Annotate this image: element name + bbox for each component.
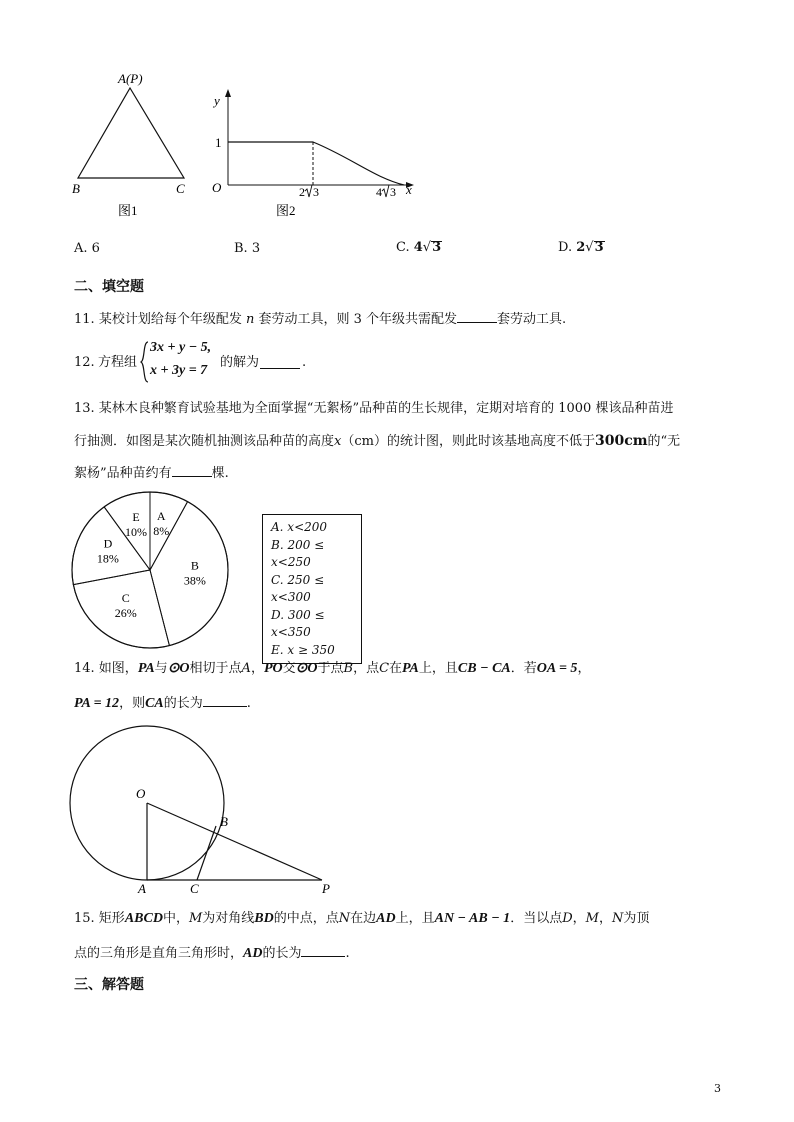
graph-curve: [228, 142, 404, 185]
pie-chart: [66, 490, 236, 650]
q13-line-3: [74, 464, 229, 483]
pie-label-e-percent: 10%: [125, 524, 148, 539]
legend-item-d: D. 300 ≤ x<350: [271, 607, 325, 639]
question-12: [74, 338, 374, 384]
q15-line-1: [74, 910, 649, 928]
q15-bd: BD: [254, 911, 274, 926]
point-o-label: O: [136, 786, 146, 801]
q13-line3-a: 絮杨”品种苗约有: [74, 466, 172, 481]
q14-circle-o: ⊙O: [167, 661, 190, 676]
option-a-label: A.: [74, 241, 92, 256]
pie-label-a-percent: 8%: [153, 524, 170, 539]
legend-item-b: B. 200 ≤ x<250: [271, 537, 325, 569]
legend-item-a: A. x<200: [271, 520, 328, 534]
q15-equation: AN − AB − 1: [434, 911, 511, 926]
legend-item-e: E. x ≥ 350: [271, 642, 335, 657]
q14-end: .: [246, 696, 251, 711]
option-c-sqrt-icon: √: [422, 240, 432, 255]
q12-eq2: x + 3y = 7: [150, 363, 208, 378]
q14-po: PO: [263, 661, 283, 676]
q15-t8: ，: [598, 911, 612, 926]
q14-pa-12: PA = 12: [74, 696, 120, 711]
q15-t2: 为对角线: [202, 911, 255, 926]
q11-var: n: [245, 312, 255, 327]
pie-label-d-percent: 18%: [96, 551, 119, 566]
option-a-value: 6: [91, 241, 100, 256]
y-tick-label: 1: [215, 135, 222, 150]
q13-line-2: [74, 432, 680, 451]
q13-line2-c: 的“无: [647, 434, 681, 449]
q15-t7: ，: [572, 911, 586, 926]
x-tick-1-rad: 3: [313, 185, 319, 199]
option-d-sqrt-icon: √: [585, 240, 594, 255]
pie-label-c-letter: C: [121, 591, 130, 606]
section-2-title: 二、填空题: [74, 279, 144, 295]
figure-1-triangle: [60, 65, 200, 225]
option-d-coef: 2: [576, 240, 586, 255]
q14-line-2: [74, 694, 251, 713]
option-b-label: B.: [234, 241, 252, 256]
q14-t11: 的长为: [163, 696, 203, 711]
q15-answer-blank[interactable]: [301, 944, 345, 957]
q12-eq1: 3x + y − 5,: [150, 340, 212, 355]
y-axis-label: y: [214, 93, 220, 108]
q14-pt-b: B: [343, 661, 354, 676]
option-c-coef: 4: [413, 240, 423, 255]
q12-answer-blank[interactable]: [260, 356, 300, 369]
x-axis-label: x: [406, 182, 412, 197]
question-11: [74, 310, 566, 329]
q13-value: 300cm: [594, 433, 648, 449]
segment-op: [147, 803, 322, 880]
y-axis-arrow: [225, 89, 231, 97]
pie-label-b-letter: B: [190, 558, 199, 573]
q15-n-2: N: [611, 911, 624, 926]
x-tick-1-coef: 2: [299, 185, 305, 199]
section-3-title: 三、解答题: [74, 977, 144, 993]
q14-answer-blank[interactable]: [203, 694, 247, 707]
q11-part1: 某校计划给每个年级配发: [98, 312, 242, 327]
option-d-label: D.: [558, 240, 577, 255]
option-b-value: 3: [251, 241, 261, 256]
q13-answer-blank[interactable]: [172, 464, 212, 477]
q14-line-1: [74, 660, 590, 678]
q14-ca: CA: [145, 696, 164, 711]
q15-line2-a: 点的三角形是直角三角形时，: [74, 946, 244, 961]
q15-line2-b: 的长为: [262, 946, 302, 961]
vertex-b-label: B: [72, 181, 80, 196]
option-c[interactable]: [396, 239, 442, 257]
q15-line-2: [74, 944, 350, 963]
q14-t2: 相切于点: [189, 661, 242, 676]
q15-t1: 中，: [162, 911, 189, 926]
q15-n: N: [338, 911, 351, 926]
q14-pt-a: A: [241, 661, 251, 676]
q11-answer-blank[interactable]: [457, 310, 497, 323]
q13-line2-b: （cm）的统计图，则此时该基地高度不低于: [341, 434, 595, 449]
q12-brace-icon: [140, 340, 150, 384]
figure-2-caption: 图2: [276, 203, 296, 218]
q13-line2-a: 行抽测．如图是某次随机抽测该品种苗的高度: [74, 434, 335, 449]
option-c-label: C.: [396, 240, 414, 255]
page-number: 3: [714, 1082, 721, 1095]
figure-1-caption: 图1: [118, 203, 138, 218]
q14-t5: ，点: [353, 661, 380, 676]
option-c-rad: 3: [432, 240, 442, 255]
q15-end: .: [345, 946, 350, 961]
q15-abcd: ABCD: [124, 911, 163, 926]
q15-d: D: [562, 911, 573, 926]
q15-m-2: M: [585, 911, 599, 926]
q14-t4: 于点: [317, 661, 344, 676]
figure-14-circle: [66, 716, 346, 896]
q15-t6: ．当以点: [510, 911, 563, 926]
pie-label-d-letter: D: [103, 536, 113, 551]
q11-num: 11.: [74, 312, 95, 327]
q13-var: x: [334, 434, 342, 449]
q11-part3: 套劳动工具.: [497, 312, 567, 327]
q15-t5: 上，且: [395, 911, 435, 926]
vertex-c-label: C: [176, 181, 185, 196]
figure-2-graph: [200, 85, 430, 225]
option-b[interactable]: [234, 240, 260, 258]
q14-oa: OA = 5: [536, 661, 578, 676]
q12-end: .: [302, 355, 307, 370]
x-tick-2-coef: 4: [376, 185, 382, 199]
q14-pa: PA: [137, 661, 155, 676]
q14-comma: ，: [250, 661, 264, 676]
q11-part2: 套劳动工具，则 3 个年级共需配发: [258, 312, 458, 327]
option-d-rad: 3: [594, 240, 604, 255]
segment-cb: [197, 826, 216, 880]
point-c-label: C: [190, 881, 199, 896]
triangle-abc: [78, 88, 184, 178]
q15-t9: 为顶: [623, 911, 650, 926]
q14-t8: ．若: [510, 661, 537, 676]
legend-item-c: C. 250 ≤ x<300: [271, 572, 325, 604]
q15-m: M: [188, 911, 203, 926]
q12-num: 12.: [74, 355, 95, 370]
vertex-a-label: A(P): [118, 71, 143, 86]
pie-label-a-letter: A: [156, 509, 166, 524]
q14-t9: ，: [577, 661, 591, 676]
q14-pt-c: C: [379, 661, 390, 676]
q14-t10: ，则: [119, 696, 146, 711]
q13-line-1: 13. 某林木良种繁育试验基地为全面掌握“无絮杨”品种苗的生长规律，定期对培育的 1000 棵该品种苗进: [74, 401, 674, 416]
q14-t3: 交: [282, 661, 296, 676]
origin-label: O: [212, 180, 222, 195]
q14-t6: 在: [389, 661, 403, 676]
pie-label-c-percent: 26%: [114, 606, 137, 621]
q15-num: 15. 矩形: [74, 911, 125, 926]
q14-t7: 上，且: [418, 661, 458, 676]
pie-label-e-letter: E: [132, 509, 140, 524]
q14-t1: 与: [154, 661, 168, 676]
q15-t4: 在边: [350, 911, 377, 926]
option-d[interactable]: [558, 239, 605, 257]
q12-part1: 方程组: [98, 355, 138, 370]
pie-legend: [262, 514, 362, 664]
pie-label-b-percent: 38%: [183, 573, 206, 588]
q15-ad-2: AD: [243, 946, 263, 961]
q14-circle-o-2: ⊙O: [295, 661, 318, 676]
q15-t3: 的中点，点: [273, 911, 339, 926]
x-tick-2-rad: 3: [390, 185, 396, 199]
q14-pa-2: PA: [402, 661, 419, 676]
q12-part2: 的解为: [220, 355, 260, 370]
point-a-label: A: [138, 881, 146, 896]
q14-num: 14. 如图，: [74, 661, 138, 676]
point-p-label: P: [322, 881, 330, 896]
q14-cb-ca: CB − CA: [457, 661, 511, 676]
q15-ad: AD: [376, 911, 396, 926]
point-b-label: B: [220, 814, 228, 829]
option-a[interactable]: [74, 240, 100, 258]
q13-line3-b: 棵.: [211, 466, 229, 481]
